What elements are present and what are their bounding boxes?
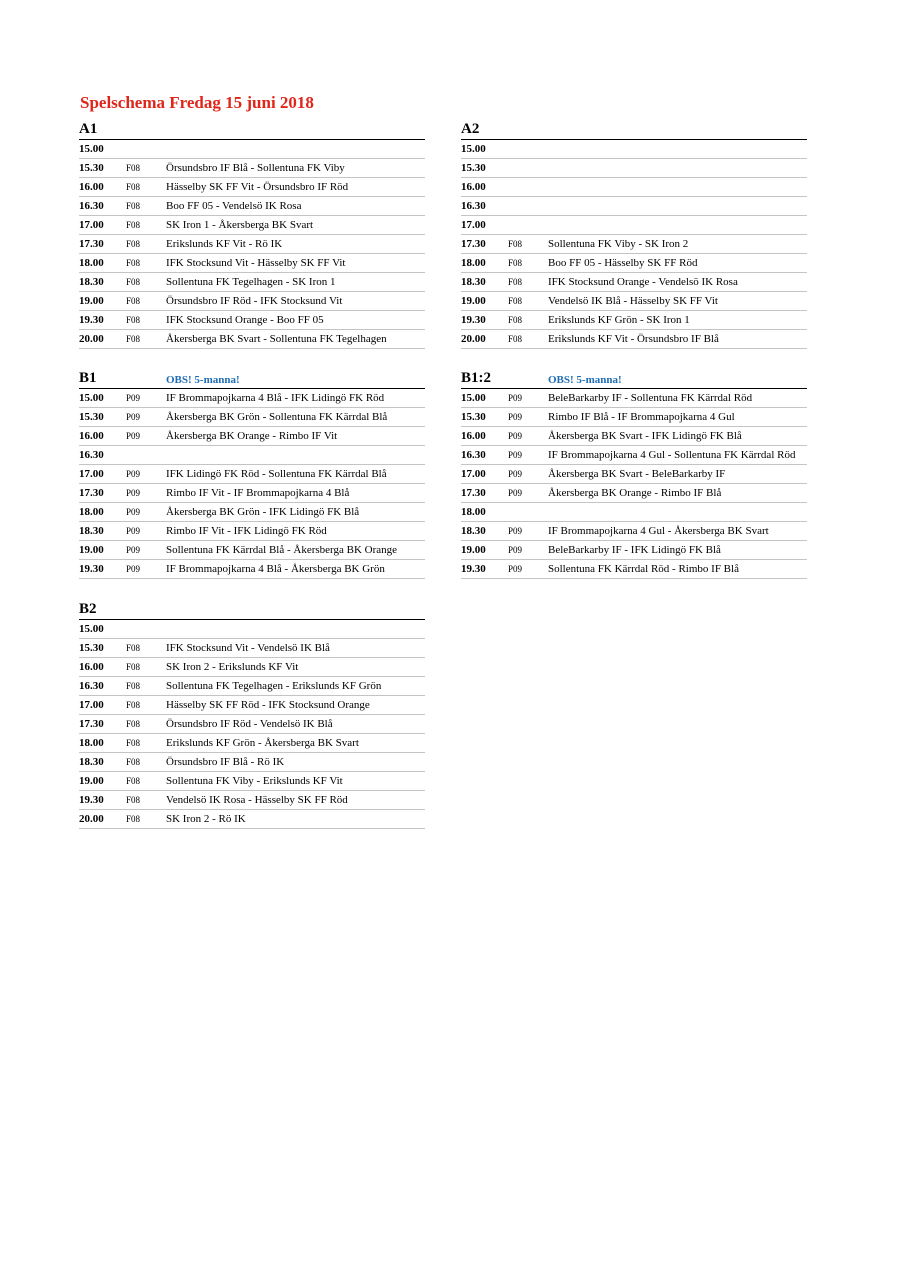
row-class: F08 [508,277,523,287]
row-match: Sollentuna FK Viby - SK Iron 2 [548,238,689,250]
schedule-row [461,292,807,311]
row-class: F08 [126,220,141,230]
schedule-row [79,734,425,753]
schedule-row [461,522,807,541]
row-class: F08 [126,315,141,325]
row-class: P09 [126,393,141,403]
row-time: 19.00 [79,544,104,556]
schedule-row [79,254,425,273]
row-time: 18.00 [461,506,486,518]
row-match: Erikslunds KF Vit - Rö IK [166,238,283,250]
row-match: Sollentuna FK Kärrdal Röd - Rimbo IF Blå [548,563,739,575]
row-match: SK Iron 2 - Erikslunds KF Vit [166,661,299,673]
row-match: Åkersberga BK Svart - IFK Lidingö FK Blå [548,430,742,442]
row-match: Örsundsbro IF Röd - IFK Stocksund Vit [166,295,343,307]
schedule-row [79,753,425,772]
row-match: Sollentuna FK Viby - Erikslunds KF Vit [166,775,343,787]
row-time: 19.30 [461,563,486,575]
row-class: F08 [126,643,141,653]
row-match: Rimbo IF Blå - IF Brommapojkarna 4 Gul [548,411,735,423]
schedule-block-a1 [79,120,425,349]
schedule-row [461,330,807,349]
schedule-row [79,810,425,829]
row-time: 20.00 [79,333,104,345]
row-time: 18.30 [79,756,104,768]
schedule-row [79,560,425,579]
row-match: IFK Stocksund Orange - Vendelsö IK Rosa [548,276,738,288]
schedule-row [461,159,807,178]
row-time: 15.00 [461,143,486,155]
schedule-row [79,541,425,560]
row-class: F08 [126,334,141,344]
row-match: Örsundsbro IF Röd - Vendelsö IK Blå [166,718,333,730]
row-match: Erikslunds KF Grön - SK Iron 1 [548,314,690,326]
row-time: 19.30 [79,314,104,326]
row-time: 15.30 [79,411,104,423]
schedule-row [79,292,425,311]
row-time: 17.30 [79,718,104,730]
row-match: IF Brommapojkarna 4 Blå - Åkersberga BK Grön [166,563,385,575]
row-class: F08 [508,315,523,325]
row-class: F08 [126,776,141,786]
row-time: 19.30 [461,314,486,326]
row-class: P09 [508,488,523,498]
row-class: P09 [508,431,523,441]
schedule-row [79,677,425,696]
row-class: F08 [126,258,141,268]
row-class: F08 [126,277,141,287]
row-class: P09 [126,469,141,479]
schedule-row [461,446,807,465]
schedule-row [79,159,425,178]
row-match: Örsundsbro IF Blå - Sollentuna FK Viby [166,162,345,174]
row-match: SK Iron 1 - Åkersberga BK Svart [166,219,314,231]
schedule-row [461,503,807,522]
schedule-row [79,273,425,292]
row-class: P09 [508,393,523,403]
block-note: OBS! 5-manna! [548,374,622,386]
schedule-row [461,235,807,254]
row-match: IFK Stocksund Vit - Vendelsö IK Blå [166,642,330,654]
row-class: P09 [126,545,141,555]
row-class: F08 [126,182,141,192]
row-match: Åkersberga BK Grön - Sollentuna FK Kärrdal Blå [166,411,388,423]
block-name: A2 [461,121,480,137]
row-time: 18.00 [461,257,486,269]
schedule-row [79,503,425,522]
schedule-row [79,639,425,658]
schedule-row [79,427,425,446]
row-class: F08 [126,719,141,729]
row-time: 16.30 [79,200,104,212]
row-time: 18.30 [79,276,104,288]
row-time: 19.00 [461,295,486,307]
row-match: IFK Lidingö FK Röd - Sollentuna FK Kärrdal Blå [166,468,387,480]
row-time: 17.00 [79,468,104,480]
schedule-row [79,446,425,465]
row-time: 19.00 [79,295,104,307]
row-class: P09 [508,412,523,422]
row-time: 16.00 [79,430,104,442]
row-time: 17.00 [79,699,104,711]
row-match: Sollentuna FK Kärrdal Blå - Åkersberga BK Orange [166,544,398,556]
row-time: 16.00 [461,181,486,193]
row-class: P09 [508,545,523,555]
row-class: F08 [126,700,141,710]
row-time: 17.00 [461,468,486,480]
schedule-row [79,484,425,503]
row-time: 15.00 [79,623,104,635]
row-class: F08 [126,681,141,691]
schedule-row [79,408,425,427]
schedule-row [461,140,807,159]
schedule-row [79,330,425,349]
row-time: 16.30 [79,680,104,692]
schedule-row [79,522,425,541]
row-class: F08 [126,814,141,824]
row-time: 16.30 [461,449,486,461]
row-match: Sollentuna FK Tegelhagen - SK Iron 1 [166,276,336,288]
row-time: 18.30 [461,525,486,537]
schedule-row [79,620,425,639]
row-time: 20.00 [79,813,104,825]
row-match: Örsundsbro IF Blå - Rö IK [166,756,285,768]
row-time: 17.00 [79,219,104,231]
schedule-row [79,696,425,715]
row-class: F08 [126,239,141,249]
schedule-row [79,772,425,791]
row-match: BeleBarkarby IF - IFK Lidingö FK Blå [548,544,721,556]
row-match: IF Brommapojkarna 4 Gul - Åkersberga BK Svart [548,525,769,537]
schedule-row [461,216,807,235]
row-match: Åkersberga BK Orange - Rimbo IF Vit [166,430,338,442]
schedule-row [461,560,807,579]
row-match: Rimbo IF Vit - IF Brommapojkarna 4 Blå [166,487,350,499]
row-class: P09 [126,412,141,422]
row-time: 17.00 [461,219,486,231]
block-header [79,369,425,389]
row-time: 16.00 [461,430,486,442]
row-class: P09 [126,431,141,441]
block-header [461,369,807,389]
block-header [79,120,425,140]
schedule-row [79,197,425,216]
row-time: 18.00 [79,257,104,269]
row-time: 17.30 [79,487,104,499]
row-match: Åkersberga BK Svart - Sollentuna FK Tegelhagen [166,333,387,345]
block-name: B1 [79,370,97,386]
schedule-row [461,311,807,330]
schedule-row [79,715,425,734]
block-name: B2 [79,601,97,617]
row-class: F08 [508,334,523,344]
row-match: Rimbo IF Vit - IFK Lidingö FK Röd [166,525,327,537]
row-time: 15.30 [79,162,104,174]
row-match: BeleBarkarby IF - Sollentuna FK Kärrdal Röd [548,392,753,404]
row-match: IF Brommapojkarna 4 Gul - Sollentuna FK Kärrdal Röd [548,449,796,461]
row-time: 18.30 [461,276,486,288]
row-time: 19.00 [79,775,104,787]
schedule-row [461,484,807,503]
schedule-row [461,178,807,197]
row-time: 19.30 [79,794,104,806]
row-time: 20.00 [461,333,486,345]
row-time: 16.00 [79,181,104,193]
row-match: Sollentuna FK Tegelhagen - Erikslunds KF Grön [166,680,382,692]
schedule-row [461,465,807,484]
row-match: Åkersberga BK Grön - IFK Lidingö FK Blå [166,506,360,518]
block-header [79,600,425,620]
schedule-row [461,541,807,560]
row-class: F08 [126,738,141,748]
schedule-row [461,197,807,216]
row-match: Vendelsö IK Rosa - Hässelby SK FF Röd [166,794,348,806]
schedule-row [461,408,807,427]
row-match: Boo FF 05 - Hässelby SK FF Röd [548,257,698,269]
row-time: 18.00 [79,506,104,518]
schedule-row [461,254,807,273]
row-time: 17.30 [461,487,486,499]
row-class: F08 [508,258,523,268]
schedule-row [79,658,425,677]
row-class: F08 [508,239,523,249]
row-class: F08 [126,757,141,767]
row-match: Vendelsö IK Blå - Hässelby SK FF Vit [548,295,718,307]
schedule-block-b1-2 [461,369,807,579]
row-time: 15.00 [79,143,104,155]
row-match: Hässelby SK FF Röd - IFK Stocksund Orange [166,699,370,711]
row-class: P09 [508,469,523,479]
row-time: 15.30 [79,642,104,654]
row-class: F08 [126,163,141,173]
row-class: F08 [126,201,141,211]
row-class: P09 [126,564,141,574]
row-class: F08 [126,296,141,306]
row-time: 19.30 [79,563,104,575]
row-class: F08 [126,795,141,805]
row-match: IFK Stocksund Orange - Boo FF 05 [166,314,324,326]
block-name: B1:2 [461,370,491,386]
row-class: P09 [126,507,141,517]
schedule-block-b1 [79,369,425,579]
schedule-row [79,791,425,810]
block-header [461,120,807,140]
row-time: 15.30 [461,411,486,423]
row-match: Åkersberga BK Svart - BeleBarkarby IF [548,468,726,480]
schedule-row [79,216,425,235]
schedule-row [79,389,425,408]
row-time: 16.30 [461,200,486,212]
schedule-row [461,389,807,408]
schedule-block-b2 [79,600,425,829]
row-time: 16.30 [79,449,104,461]
row-time: 16.00 [79,661,104,673]
row-time: 15.00 [461,392,486,404]
row-match: Boo FF 05 - Vendelsö IK Rosa [166,200,302,212]
row-match: Åkersberga BK Orange - Rimbo IF Blå [548,487,722,499]
row-time: 15.30 [461,162,486,174]
row-time: 18.00 [79,737,104,749]
row-class: P09 [508,564,523,574]
row-match: IFK Stocksund Vit - Hässelby SK FF Vit [166,257,346,269]
row-class: P09 [126,488,141,498]
schedule-row [79,311,425,330]
schedule-row [79,140,425,159]
schedule-row [79,178,425,197]
row-class: P09 [126,526,141,536]
schedule-row [461,427,807,446]
row-class: P09 [508,450,523,460]
row-time: 17.30 [79,238,104,250]
row-class: F08 [508,296,523,306]
row-match: Erikslunds KF Vit - Örsundsbro IF Blå [548,333,719,345]
page-title: Spelschema Fredag 15 juni 2018 [80,93,314,112]
row-match: Hässelby SK FF Vit - Örsundsbro IF Röd [166,181,349,193]
row-match: IF Brommapojkarna 4 Blå - IFK Lidingö FK Röd [166,392,385,404]
row-match: Erikslunds KF Grön - Åkersberga BK Svart [166,737,359,749]
row-time: 15.00 [79,392,104,404]
row-match: SK Iron 2 - Rö IK [166,813,246,825]
block-name: A1 [79,121,98,137]
row-class: F08 [126,662,141,672]
schedule-block-a2 [461,120,807,349]
schedule-row [79,235,425,254]
schedule-row [461,273,807,292]
schedule-row [79,465,425,484]
block-note: OBS! 5-manna! [166,374,240,386]
row-time: 18.30 [79,525,104,537]
row-time: 17.30 [461,238,486,250]
row-class: P09 [508,526,523,536]
row-time: 19.00 [461,544,486,556]
